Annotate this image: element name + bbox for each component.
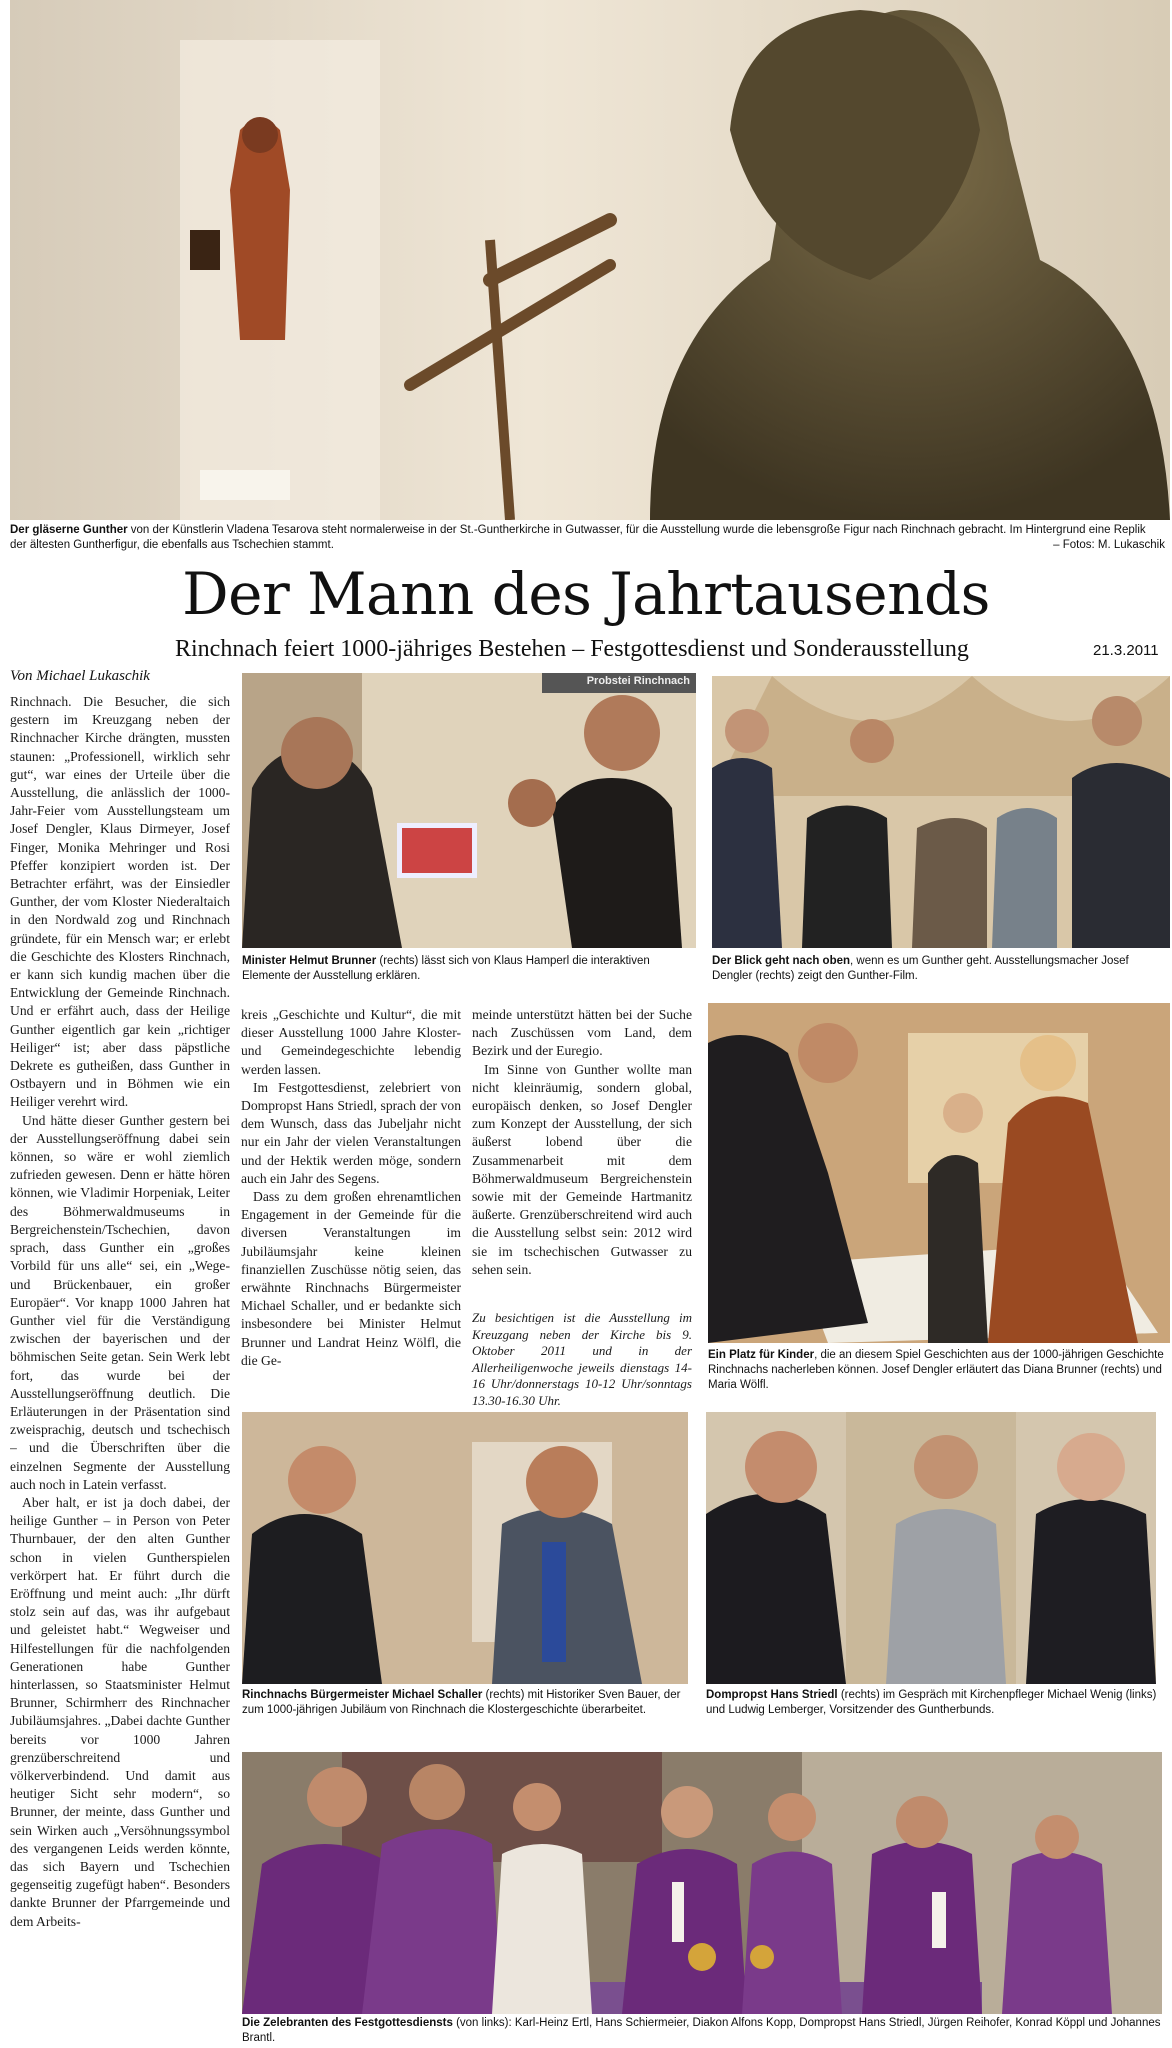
- photo-mayor-historian: [242, 1412, 688, 1684]
- probstei-sign: Probstei Rinchnach: [586, 675, 690, 687]
- subheadline: Rinchnach feiert 1000-jähriges Bestehen – Festgottesdienst und Sonderausstellung: [175, 636, 969, 662]
- article-column-3: meinde unterstützt hätten bei der Suche nach Zuschüssen vom Land, dem Bezirk und der Euregio. Im Sinne von Gunther wollte man nicht kleinräumig, sondern global, europäisch denken, so Josef Dengler zum Konzept der Ausstellung, der sich äußerst lobend über die Zusammenarbeit mit dem Böhmerwaldmuseum Bergreichenstein sowie mit der Gemeinde Hartmanitz äußerte. Grenzüberschreitend wird auch die Ausstellung selbst sein: 2012 wird sie im tschechischen Gutwasser zu sehen sein.: [472, 1007, 692, 1277]
- caption-buergermeister: Rinchnachs Bürgermeister Michael Schaller (rechts) mit Historiker Sven Bauer, der zum 1000-jährigen Jubiläum von Rinchnach die Klostergeschichte überarbeitet.: [242, 1689, 681, 1716]
- caption-minister: Minister Helmut Brunner (rechts) lässt sich von Klaus Hamperl die interaktiven Elemente der Ausstellung erklären.: [242, 955, 650, 982]
- exhibition-info: Zu besichtigen ist die Ausstellung im Kreuzgang neben der Kirche bis 9. Oktober 2011 und in der Allerheiligenwoche jeweils dienstags 14-16 Uhr/donnerstags 10-12 Uhr/sonntags 13.30-16.30 Uhr.: [472, 1310, 692, 1408]
- byline: Von Michael Lukaschik: [10, 668, 150, 684]
- article-column-1: Rinchnach. Die Besucher, die sich gestern im Kreuzgang neben der Rinchnacher Kirche drängten, mussten staunen: „Professionell, wirklich sehr gut“, war eines der Urteile über die Ausstellung, die anlässlich der 1000-Jahr-Feier vom Ausstellungsteam um Josef Dengler, Klaus Dirmeyer, Josef Finger, Monika Mehringer und Rosi Pfeffer konzipiert worden ist. Der Betrachter erfährt, was der Einsiedler Gunther, der vom Kloster Niederaltaich in den Nordwald zog und Rinchnach gründete, für ein Mensch war; er erlebt die Geschichte des Klosters Rinchnach, er kann sich kundig machen über die Entwicklung der Gemeinde Rinchnach. Und er erfährt auch, dass der Heilige Gunther eigentlich gar kein „richtiger Heiliger“ ist; aber dass päpstliche Dekrete es gutheißen, dass Gunther in Ostbayern und in Böhmen wie ein Heiliger verehrt wird. Und hätte dieser Gunther gestern bei der Ausstellungseröffnung dabei sein können, so wäre er wohl ziemlich zufrieden gewesen. Denn er hätte hören können, wie Vladimir Horpeniak, Leiter des Böhmerwaldmuseums in Bergreichenstein/Tschechien, davon sprach, dass Gunther ein „großes Vorbild für uns alle“ sei, ein „Wege- und Brückenbauer, ein großer Europäer“. Vor knapp 1000 Jahren hat Gunther viel für die Verständigung zwischen der bayerischen und der böhmischen Seite getan. Sein Werk lebt fort, das wurde bei der Ausstellungseröffnung deutlich. Die Erläuterungen in der Präsentation sind zweisprachig, deutsch und tschechisch – und die Überschriften über die einzelnen Segmente der Ausstellung auch noch in Latein verfasst. Aber halt, er ist ja doch dabei, der heilige Gunther – in Person von Peter Thurnbauer, der den alten Gunther schon in vielen Guntherspielen verkörpert hat. Er führt durch die Eröffnung und meint auch: „Ihr dürft stolz sein auf das, was ihr aufgebaut und geleistet habt.“ Wegweiser und Hilfestellungen für die nachfolgenden Generationen habe Gunther hinterlassen, so Staatsminister Helmut Brunner, Schirmherr des Rinchnacher Jubiläumsjahres. „Dabei dachte Gunther bereits vor 1000 Jahren grenzüberschreitend und völkerverbindend. Und damit aus heutiger Sicht sehr modern“, so Brunner, der meinte, dass Gunther und sein Wirken auch „Versöhnungssymbol des vergangenen Leids werden könnte, das sich Bayern und Tschechien gegenseitig zugefügt haben“. Besonders dankte Brunner der Pfarrgemeinde und dem Arbeits-: [10, 694, 230, 1929]
- publication-date: 21.3.2011: [1093, 642, 1159, 659]
- photo-celebrants: [242, 1752, 1162, 2014]
- caption-zelebranten: Die Zelebranten des Festgottesdiensts (von links): Karl-Heinz Ertl, Hans Schiermeier, Diakon Alfons Kopp, Dompropst Hans Striedl, Jürgen Reihofer, Konrad Köppl und Johannes Brantl.: [242, 2017, 1161, 2044]
- caption-kinder: Ein Platz für Kinder, die an diesem Spiel Geschichten aus der 1000-jährigen Geschichte Rinchnachs nacherleben können. Josef Dengler erläutert das Diana Brunner (rechts) und Maria Wölfl.: [708, 1349, 1164, 1391]
- photo-children-game: [708, 1003, 1170, 1343]
- headline: Der Mann des Jahrtausends: [182, 560, 990, 628]
- article-column-2: kreis „Geschichte und Kultur“, die mit dieser Ausstellung 1000 Jahre Kloster- und Gemeindegeschichte lebendig werden lassen. Im Festgottesdienst, zelebriert von Dompropst Hans Striedl, sprach der von dem Wunsch, dass das Jubeljahr nicht nur ein Jahr der vielen Veranstaltungen und der Hektik werden möge, sondern auch ein Jahr des Segens. Dass zu dem großen ehrenamtlichen Engagement in der Gemeinde für die diversen Veranstaltungen im Jubiläumsjahr keine kleinen finanziellen Zuschüsse nötig seien, das erwähnte Rinchnachs Bürgermeister Michael Schaller, und er bedankte sich insbesondere bei Minister Helmut Brunner und Landrat Heinz Wölfl, die die Ge-: [241, 1007, 461, 1368]
- top-photo-caption: Der gläserne Gunther von der Künstlerin Vladena Tesarova steht normalerweise in der St.-Guntherkirche in Gutwasser, für die Ausstellung wurde die lebensgroße Figur nach Rinchnach gebracht. Im Hintergrund eine Replik der ältesten Guntherfigur, die ebenfalls aus Tschechien stammt. – Fotos: M. Lukaschik: [10, 524, 1165, 551]
- photo-minister: [242, 673, 696, 948]
- photo-dompropst-talk: [706, 1412, 1156, 1684]
- photo-gunther-statue: [10, 0, 1170, 520]
- photo-crowd-looking-up: [712, 676, 1170, 948]
- photo-credit: – Fotos: M. Lukaschik: [1053, 539, 1165, 551]
- caption-dompropst: Dompropst Hans Striedl (rechts) im Gespräch mit Kirchenpfleger Michael Wenig (links) und Ludwig Lemberger, Vorsitzender des Guntherbunds.: [706, 1689, 1157, 1716]
- caption-blick: Der Blick geht nach oben, wenn es um Gunther geht. Ausstellungsmacher Josef Dengler (rechts) zeigt den Gunther-Film.: [712, 955, 1129, 982]
